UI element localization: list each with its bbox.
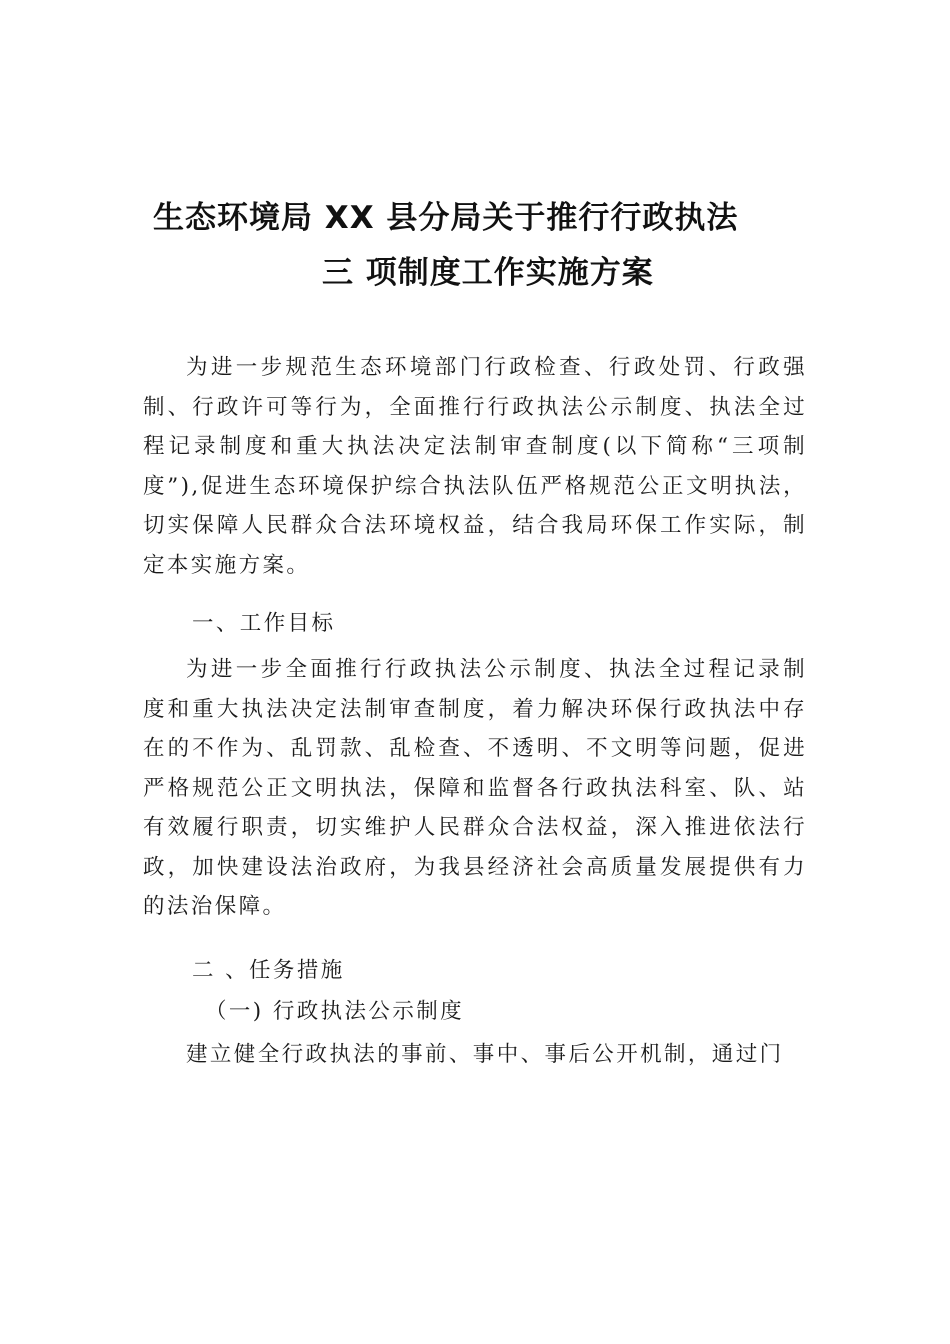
goals-paragraph: 为进一步全面推行行政执法公示制度、执法全过程记录制度和重大执法决定法制审查制度，着力解决环保行政执法中存在的不作为、乱罚款、乱检查、不透明、不文明等问题，促进严格规范公正文明执法，保障和监督各行政执法科室、队、站有效履行职责，切实维护人民群众合法权益，深入推进依法行政，加快建设法治政府，为我县经济社会高质量发展提供有力的法治保障。 xyxy=(143,657,807,919)
subsection-heading-publicity: （一) 行政执法公示制度 xyxy=(205,999,465,1024)
document-title-line-1: 生态环境局 XX 县分局关于推行行政执法 xyxy=(153,200,739,236)
section-heading-goals: 一、工作目标 xyxy=(192,611,336,636)
section-heading-measures: 二 、任务措施 xyxy=(192,958,345,983)
intro-paragraph: 为进一步规范生态环境部门行政检查、行政处罚、行政强制、行政许可等行为，全面推行行政执法公示制度、执法全过程记录制度和重大执法决定法制审查制度(以下简称“三项制度”),促进生态环境保护综合执法队伍严格规范公正文明执法，切实保障人民群众合法环境权益，结合我局环保工作实际，制定本实施方案。 xyxy=(143,355,807,578)
publicity-paragraph: 建立健全行政执法的事前、事中、事后公开机制，通过门 xyxy=(186,1042,784,1067)
document-title-line-2: 三 项制度工作实施方案 xyxy=(322,255,654,291)
